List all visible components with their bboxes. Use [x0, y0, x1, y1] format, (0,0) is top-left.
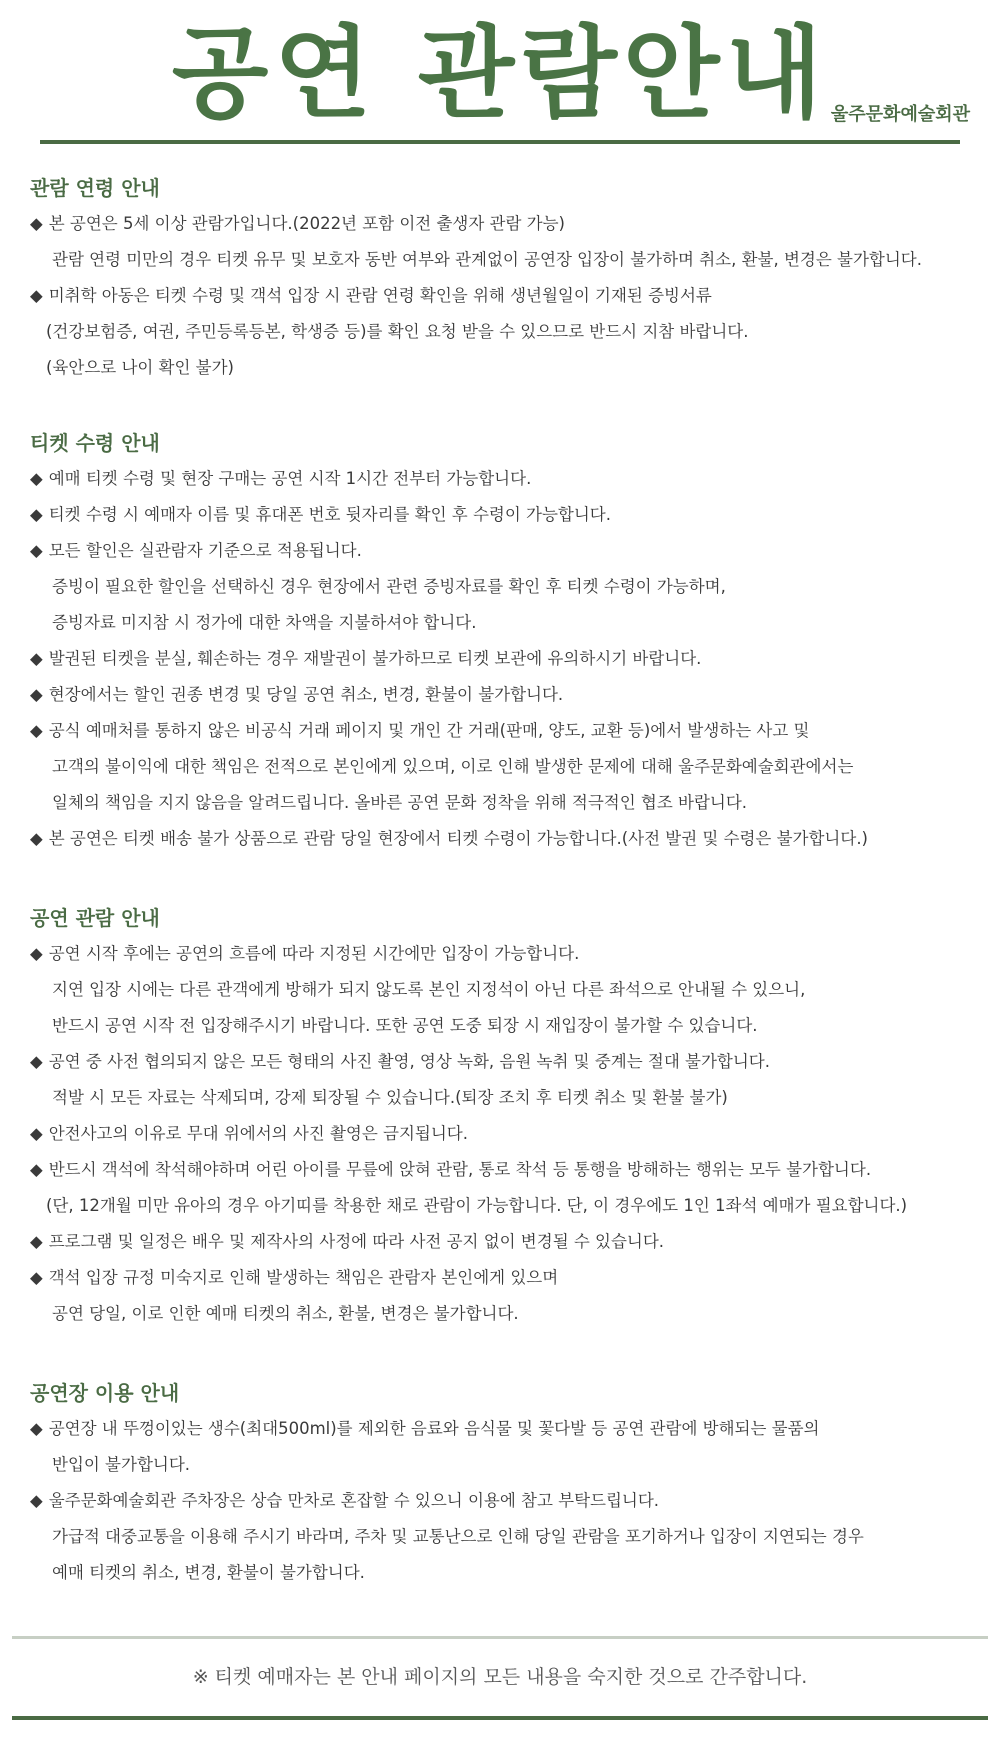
list-item: ◆ 발권된 티켓을 분실, 훼손하는 경우 재발권이 불가하므로 티켓 보관에 유의하시기 바랍니다. [30, 641, 980, 677]
list-item: ◆ 예매 티켓 수령 및 현장 구매는 공연 시작 1시간 전부터 가능합니다. [30, 461, 980, 497]
list-item: (단, 12개월 미만 유아의 경우 아기띠를 착용한 채로 관람이 가능합니다. 단, 이 경우에도 1인 1좌석 예매가 필요합니다.) [46, 1196, 908, 1215]
list-item: 반드시 공연 시작 전 입장해주시기 바랍니다. 또한 공연 도중 퇴장 시 재입장이 불가할 수 있습니다. [52, 1016, 758, 1035]
section-ticket-pickup [30, 425, 980, 857]
list-item: ◆ 모든 할인은 실관람자 기준으로 적용됩니다. [30, 533, 980, 569]
section-viewing-guide [30, 900, 980, 1332]
list-item: ◆ 티켓 수령 시 예매자 이름 및 휴대폰 번호 뒷자리를 확인 후 수령이 가능합니다. [30, 497, 980, 533]
list-item: ◆ 공연 중 사전 협의되지 않은 모든 형태의 사진 촬영, 영상 녹화, 음원 녹취 및 중계는 절대 불가합니다. [30, 1044, 980, 1080]
list-item: 공연 당일, 이로 인한 예매 티켓의 취소, 환불, 변경은 불가합니다. [52, 1304, 519, 1323]
header-divider [40, 140, 960, 144]
list-item: ◆ 공연 시작 후에는 공연의 흐름에 따라 지정된 시간에만 입장이 가능합니다. [30, 936, 980, 972]
list-item: 예매 티켓의 취소, 변경, 환불이 불가합니다. [52, 1563, 365, 1582]
list-item: 증빙이 필요한 할인을 선택하신 경우 현장에서 관련 증빙자료를 확인 후 티켓 수령이 가능하며, [52, 577, 726, 596]
list-item: ◆ 반드시 객석에 착석해야하며 어린 아이를 무릎에 앉혀 관람, 통로 착석 등 통행을 방해하는 행위는 모두 불가합니다. [30, 1152, 980, 1188]
list-item: ◆ 본 공연은 티켓 배송 불가 상품으로 관람 당일 현장에서 티켓 수령이 가능합니다.(사전 발권 및 수령은 불가합니다.) [30, 821, 980, 857]
page-title: 공연 관람안내 [171, 14, 829, 132]
list-item: 가급적 대중교통을 이용해 주시기 바라며, 주차 및 교통난으로 인해 당일 관람을 포기하거나 입장이 지연되는 경우 [52, 1527, 864, 1546]
list-item: ◆ 안전사고의 이유로 무대 위에서의 사진 촬영은 금지됩니다. [30, 1116, 980, 1152]
section-title: 공연장 이용 안내 [30, 1381, 180, 1405]
list-item: ◆ 미취학 아동은 티켓 수령 및 객석 입장 시 관람 연령 확인을 위해 생년월일이 기재된 증빙서류 [30, 278, 980, 314]
page-header [0, 0, 1000, 145]
list-item: 관람 연령 미만의 경우 티켓 유무 및 보호자 동반 여부와 관계없이 공연장 입장이 불가하며 취소, 환불, 변경은 불가합니다. [52, 250, 922, 269]
list-item: ◆ 본 공연은 5세 이상 관람가입니다.(2022년 포함 이전 출생자 관람 가능) [30, 206, 980, 242]
list-item: (육안으로 나이 확인 불가) [46, 358, 234, 377]
list-item: ◆ 공식 예매처를 통하지 않은 비공식 거래 페이지 및 개인 간 거래(판매, 양도, 교환 등)에서 발생하는 사고 및 [30, 713, 980, 749]
list-item: 증빙자료 미지참 시 정가에 대한 차액을 지불하셔야 합니다. [52, 613, 477, 632]
list-item: ◆ 객석 입장 규정 미숙지로 인해 발생하는 책임은 관람자 본인에게 있으며 [30, 1260, 980, 1296]
footer-divider-bottom [12, 1716, 988, 1720]
section-title: 관람 연령 안내 [30, 176, 160, 200]
section-venue-guide [30, 1375, 980, 1591]
section-title: 공연 관람 안내 [30, 906, 160, 930]
section-title: 티켓 수령 안내 [30, 431, 160, 455]
list-item: 지연 입장 시에는 다른 관객에게 방해가 되지 않도록 본인 지정석이 아닌 다른 좌석으로 안내될 수 있으니, [52, 980, 806, 999]
list-item: ◆ 공연장 내 뚜껑이있는 생수(최대500ml)를 제외한 음료와 음식물 및 꽃다발 등 공연 관람에 방해되는 물품의 [30, 1411, 980, 1447]
list-item: ◆ 프로그램 및 일정은 배우 및 제작사의 사정에 따라 사전 공지 없이 변경될 수 있습니다. [30, 1224, 980, 1260]
list-item: 반입이 불가합니다. [52, 1455, 191, 1474]
list-item: 고객의 불이익에 대한 책임은 전적으로 본인에게 있으며, 이로 인해 발생한 문제에 대해 울주문화예술회관에서는 [52, 757, 854, 776]
list-item: 일체의 책임을 지지 않음을 알려드립니다. 올바른 공연 문화 정착을 위해 적극적인 협조 바랍니다. [52, 793, 748, 812]
footer-note: ※ 티켓 예매자는 본 안내 페이지의 모든 내용을 숙지한 것으로 간주합니다. [192, 1666, 808, 1688]
footer-divider-top [12, 1636, 988, 1639]
list-item: ◆ 현장에서는 할인 권종 변경 및 당일 공연 취소, 변경, 환불이 불가합니다. [30, 677, 980, 713]
list-item: ◆ 울주문화예술회관 주차장은 상습 만차로 혼잡할 수 있으니 이용에 참고 부탁드립니다. [30, 1483, 980, 1519]
list-item: 적발 시 모든 자료는 삭제되며, 강제 퇴장될 수 있습니다.(퇴장 조치 후 티켓 취소 및 환불 불가) [52, 1088, 728, 1107]
list-item: (건강보험증, 여권, 주민등록등본, 학생증 등)를 확인 요청 받을 수 있으므로 반드시 지참 바랍니다. [46, 322, 749, 341]
section-age-guide [30, 170, 980, 386]
organization-name: 울주문화예술회관 [830, 104, 970, 125]
